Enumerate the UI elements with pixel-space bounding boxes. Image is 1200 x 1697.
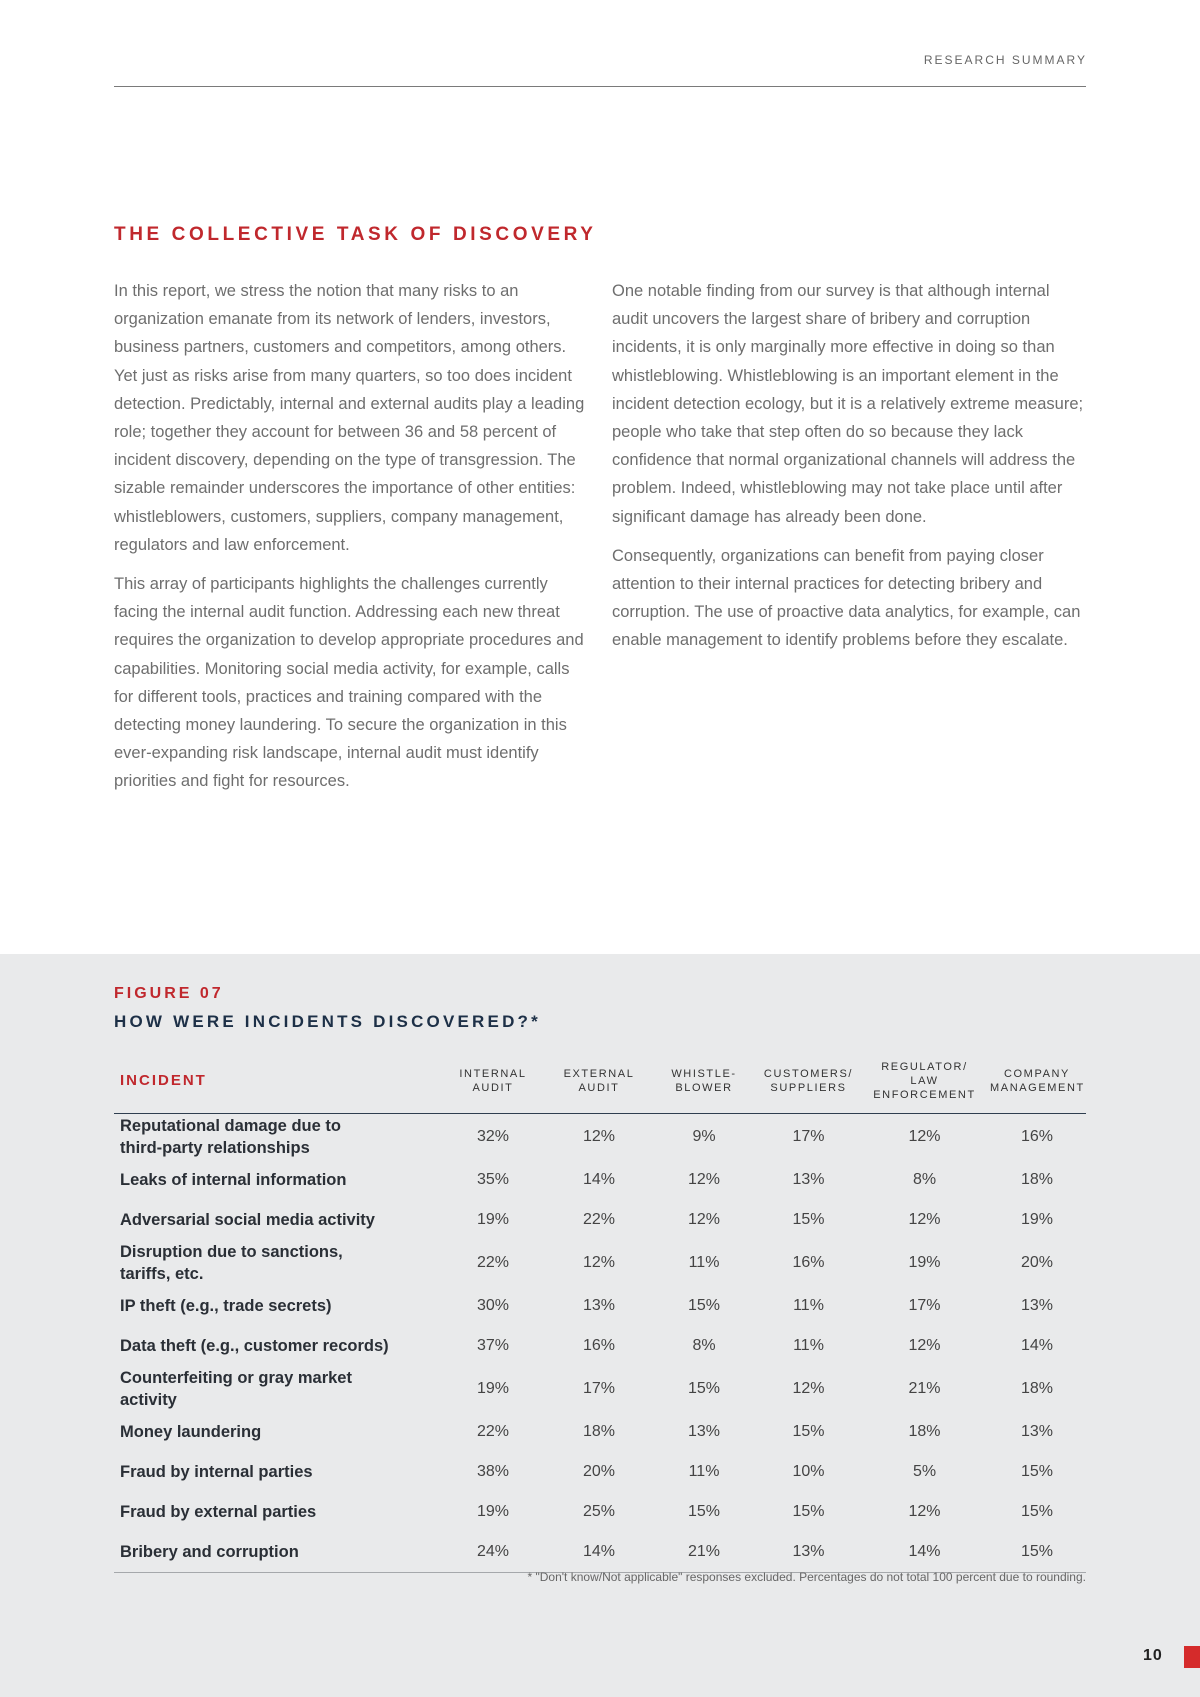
incident-name-line: Data theft (e.g., customer records) <box>120 1337 389 1355</box>
percentage-cell: 17% <box>908 1297 941 1314</box>
table-row <box>114 1286 1086 1326</box>
percentage-cell: 35% <box>476 1171 510 1188</box>
percentage-cell: 12% <box>687 1211 721 1228</box>
incident-name <box>114 1412 440 1452</box>
left-column <box>114 277 590 807</box>
column-header-label: AUDIT <box>578 1082 620 1094</box>
figure-label: FIGURE 07 <box>114 985 224 1002</box>
incident-name-line: Counterfeiting or gray market <box>120 1369 352 1387</box>
percentage-cell: 19% <box>476 1211 510 1228</box>
percentage-cell: 17% <box>582 1380 616 1397</box>
incident-name-line: Adversarial social media activity <box>120 1211 375 1229</box>
percentage-cell: 17% <box>792 1128 825 1145</box>
column-header-label: REGULATOR/ <box>881 1061 968 1073</box>
incident-name-line: activity <box>120 1391 177 1409</box>
percentage-cell: 15% <box>687 1503 721 1520</box>
percentage-cell: 21% <box>652 1532 756 1573</box>
percentage-cell: 18% <box>582 1423 616 1440</box>
percentage-cell: 12% <box>908 1128 941 1145</box>
incident-name-line: Fraud by external parties <box>120 1503 317 1521</box>
percentage-cell: 16% <box>582 1337 616 1354</box>
column-header <box>988 1055 1086 1114</box>
percentage-cell: 13% <box>582 1297 616 1314</box>
page-number: 10 <box>1143 1647 1163 1664</box>
percentage-cell: 12% <box>582 1254 616 1271</box>
percentage-cell: 15% <box>988 1532 1086 1573</box>
percentage-cell: 12% <box>908 1503 941 1520</box>
percentage-cell: 38% <box>476 1463 510 1480</box>
percentage-cell: 15% <box>792 1423 825 1440</box>
percentage-cell: 13% <box>792 1171 825 1188</box>
column-header <box>652 1055 756 1114</box>
table-row <box>114 1114 1086 1161</box>
table-header-row <box>114 1055 1086 1114</box>
percentage-cell: 15% <box>792 1503 825 1520</box>
column-header-label: LAW <box>910 1075 939 1087</box>
percentage-cell: 11% <box>793 1297 824 1314</box>
body-paragraph: This array of participants highlights the challenges currently facing the internal audit function. Addressing each new threat requires the organization to develop appropriate procedures and capabilities. Monitoring social media activity, for example, calls for different tools, practices and training compared with the detecting money laundering. To secure the organization in this ever-expanding risk landscape, internal audit must identify priorities and fight for resources. <box>114 575 584 791</box>
incident-name-line: Disruption due to sanctions, <box>120 1243 343 1261</box>
column-header <box>861 1055 988 1114</box>
figure-footnote: * "Don't know/Not applicable" responses excluded. Percentages do not total 100 percent due to rounding. <box>527 1570 1086 1584</box>
column-header <box>756 1055 861 1114</box>
percentage-cell: 15% <box>792 1211 825 1228</box>
table-row <box>114 1492 1086 1532</box>
percentage-cell: 13% <box>1020 1423 1054 1440</box>
percentage-cell: 20% <box>582 1463 616 1480</box>
percentage-cell: 19% <box>476 1503 510 1520</box>
figure-title: HOW WERE INCIDENTS DISCOVERED?* <box>114 1012 541 1031</box>
percentage-cell: 32% <box>476 1128 510 1145</box>
percentage-cell: 21% <box>908 1380 941 1397</box>
incident-name-line: Bribery and corruption <box>120 1543 299 1561</box>
incident-name <box>114 1240 440 1286</box>
body-paragraph: In this report, we stress the notion that many risks to an organization emanate from its network of lenders, investors, business partners, customers and competitors, among others. Yet just as risks arise from many quarters, so too does incident detection. Predictably, internal and external audits play a leading role; together they account for between 36 and 58 percent of incident discovery, depending on the type of transgression. The sizable remainder underscores the importance of other entities: whistleblowers, customers, suppliers, company management, regulators and law enforcement. <box>114 282 585 554</box>
percentage-cell: 14% <box>546 1532 652 1573</box>
incident-name <box>114 1452 440 1492</box>
incident-name <box>114 1286 440 1326</box>
percentage-cell: 37% <box>476 1337 510 1354</box>
percentage-cell: 12% <box>792 1380 825 1397</box>
table-row <box>114 1326 1086 1366</box>
incident-name-line: Money laundering <box>120 1423 262 1441</box>
percentage-cell: 15% <box>1020 1463 1054 1480</box>
table-row <box>114 1412 1086 1452</box>
percentage-cell: 30% <box>476 1297 510 1314</box>
percentage-cell: 18% <box>1020 1380 1054 1397</box>
percentage-cell: 11% <box>688 1254 720 1271</box>
table-body <box>114 1114 1086 1573</box>
percentage-cell: 11% <box>688 1463 720 1480</box>
percentage-cell: 12% <box>582 1128 616 1145</box>
percentage-cell: 12% <box>908 1211 941 1228</box>
incident-name <box>114 1114 440 1161</box>
page-marker <box>1184 1646 1200 1668</box>
column-header <box>546 1055 652 1114</box>
table-row <box>114 1160 1086 1200</box>
percentage-cell: 19% <box>476 1380 510 1397</box>
percentage-cell: 10% <box>792 1463 825 1480</box>
column-header-label: WHISTLE- <box>671 1068 737 1080</box>
table-row <box>114 1532 1086 1573</box>
percentage-cell: 22% <box>476 1254 510 1271</box>
percentage-cell: 15% <box>687 1297 721 1314</box>
percentage-cell: 14% <box>861 1532 988 1573</box>
header-label: RESEARCH SUMMARY <box>923 53 1087 67</box>
percentage-cell: 18% <box>908 1423 941 1440</box>
percentage-cell: 13% <box>1020 1297 1054 1314</box>
column-header-incident: INCIDENT <box>114 1055 440 1114</box>
percentage-cell: 12% <box>687 1171 721 1188</box>
percentage-cell: 8% <box>912 1171 937 1188</box>
incident-name <box>114 1532 440 1573</box>
column-header-label: MANAGEMENT <box>990 1082 1085 1094</box>
column-header-label: SUPPLIERS <box>770 1082 847 1094</box>
percentage-cell: 19% <box>1020 1211 1054 1228</box>
percentage-cell: 22% <box>582 1211 616 1228</box>
table-row <box>114 1366 1086 1412</box>
column-header-label: CUSTOMERS/ <box>763 1068 854 1080</box>
incident-name <box>114 1366 440 1412</box>
incident-name <box>114 1200 440 1240</box>
column-header <box>440 1055 546 1114</box>
body-paragraph: One notable finding from our survey is that although internal audit uncovers the largest share of bribery and corruption incidents, it is only marginally more effective in doing so than whistleblowing. Whistleblowing is an important element in the incident detection ecology, but it is a relatively extreme measure; people who take that step often do so because they lack confidence that normal organizational channels will address the problem. Indeed, whistleblowing may not take place until after significant damage has already been done. <box>612 282 1084 526</box>
right-column <box>612 277 1088 666</box>
incident-name <box>114 1492 440 1532</box>
table-row <box>114 1200 1086 1240</box>
percentage-cell: 13% <box>687 1423 721 1440</box>
incident-name-line: Leaks of internal information <box>120 1171 347 1189</box>
percentage-cell: 16% <box>1020 1128 1054 1145</box>
percentage-cell: 20% <box>1020 1254 1054 1271</box>
percentage-cell: 11% <box>793 1337 824 1354</box>
column-header-label: BLOWER <box>675 1082 733 1094</box>
incident-name-line: Fraud by internal parties <box>120 1463 313 1481</box>
incident-name-line: IP theft (e.g., trade secrets) <box>120 1297 332 1315</box>
incident-name-line: third-party relationships <box>120 1139 310 1157</box>
incident-name-line: tariffs, etc. <box>120 1265 204 1283</box>
percentage-cell: 22% <box>476 1423 510 1440</box>
table-row <box>114 1452 1086 1492</box>
section-title: THE COLLECTIVE TASK OF DISCOVERY <box>114 224 597 245</box>
percentage-cell: 18% <box>1020 1171 1054 1188</box>
percentage-cell: 16% <box>792 1254 825 1271</box>
percentage-cell: 13% <box>756 1532 861 1573</box>
percentage-cell: 5% <box>912 1463 937 1480</box>
incidents-table <box>114 1055 1086 1573</box>
body-paragraph: Consequently, organizations can benefit from paying closer attention to their internal practices for detecting bribery and corruption. The use of proactive data analytics, for example, can enable management to identify problems before they escalate. <box>612 546 1081 650</box>
percentage-cell: 12% <box>908 1337 941 1354</box>
table-row <box>114 1240 1086 1286</box>
percentage-cell: 19% <box>908 1254 941 1271</box>
percentage-cell: 9% <box>692 1128 716 1145</box>
column-header-label: COMPANY <box>1003 1068 1070 1080</box>
percentage-cell: 14% <box>1020 1337 1054 1354</box>
percentage-cell: 14% <box>582 1171 616 1188</box>
incident-name <box>114 1326 440 1366</box>
percentage-cell: 25% <box>582 1503 616 1520</box>
column-header-label: ENFORCEMENT <box>873 1089 976 1101</box>
percentage-cell: 15% <box>687 1380 721 1397</box>
percentage-cell: 8% <box>692 1337 716 1354</box>
column-header-label: EXTERNAL <box>563 1068 635 1080</box>
column-header-label: AUDIT <box>472 1082 514 1094</box>
column-header-label: INTERNAL <box>459 1068 527 1080</box>
header-divider <box>114 86 1086 87</box>
incident-name-line: Reputational damage due to <box>120 1117 341 1135</box>
incident-name <box>114 1160 440 1200</box>
percentage-cell: 24% <box>440 1532 546 1573</box>
percentage-cell: 15% <box>1020 1503 1054 1520</box>
